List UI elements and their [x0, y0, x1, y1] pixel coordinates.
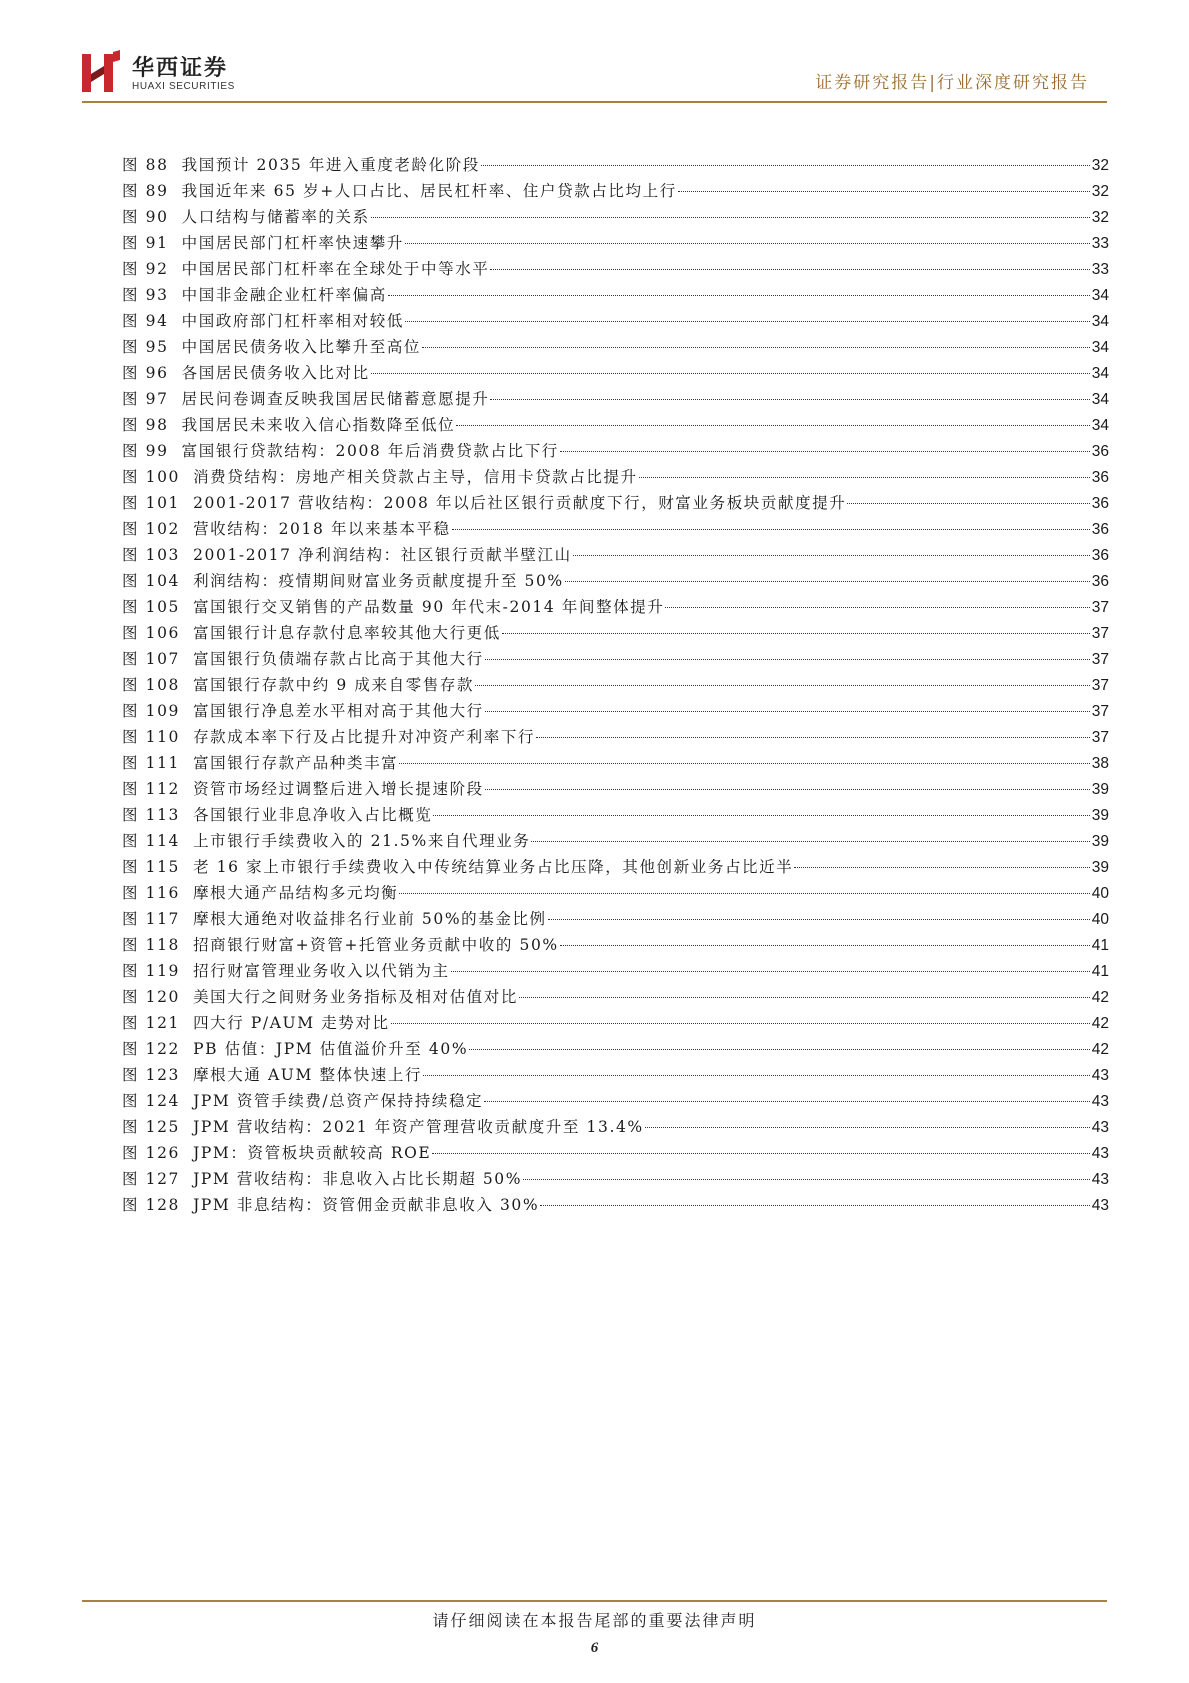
toc-entry[interactable] [122, 620, 1109, 646]
toc-figure-number: 图 103 [122, 546, 181, 564]
toc-page-number: 42 [1091, 1015, 1109, 1032]
toc-figure-title: 中国居民部门杠杆率在全球处于中等水平 [181, 260, 490, 278]
toc-page-number: 39 [1091, 833, 1109, 850]
toc-page-number: 36 [1091, 495, 1109, 512]
toc-figure-number: 图 105 [122, 598, 181, 616]
toc-figure-title: 富国银行存款中约 9 成来自零售存款 [193, 676, 475, 694]
toc-dot-leader [371, 373, 1090, 374]
toc-entry[interactable] [122, 1088, 1109, 1114]
toc-figure-title: 美国大行之间财务业务指标及相对估值对比 [193, 988, 518, 1006]
toc-figure-title: 四大行 P/AUM 走势对比 [193, 1014, 390, 1032]
toc-entry[interactable] [122, 412, 1109, 438]
toc-entry[interactable] [122, 178, 1109, 204]
toc-page-number: 34 [1091, 339, 1109, 356]
toc-figure-title: 利润结构：疫情期间财富业务贡献度提升至 50% [193, 572, 564, 590]
toc-dot-leader [565, 581, 1090, 582]
toc-figure-number: 图 128 [122, 1196, 181, 1214]
page-number: 6 [590, 1640, 599, 1656]
toc-figure-number: 图 107 [122, 650, 181, 668]
toc-figure-number: 图 122 [122, 1040, 181, 1058]
toc-dot-leader [639, 477, 1090, 478]
toc-page-number: 36 [1091, 573, 1109, 590]
toc-entry[interactable] [122, 282, 1109, 308]
toc-dot-leader [678, 191, 1090, 192]
toc-figure-title: 摩根大通产品结构多元均衡 [193, 884, 399, 902]
toc-entry[interactable] [122, 854, 1109, 880]
toc-entry[interactable] [122, 594, 1109, 620]
toc-dot-leader [405, 321, 1090, 322]
toc-figure-title: 我国居民未来收入信心指数降至低位 [181, 416, 456, 434]
header-divider [82, 101, 1107, 103]
toc-entry[interactable] [122, 230, 1109, 256]
toc-figure-number: 图 121 [122, 1014, 181, 1032]
toc-page-number: 36 [1091, 547, 1109, 564]
toc-dot-leader [388, 295, 1090, 296]
toc-figure-title: 营收结构：2018 年以来基本平稳 [193, 520, 451, 538]
toc-dot-leader [523, 1179, 1090, 1180]
toc-figure-number: 图 96 [122, 364, 169, 382]
toc-figure-title: 招商银行财富+资管+托管业务贡献中收的 50% [193, 936, 559, 954]
toc-dot-leader [405, 243, 1090, 244]
toc-figure-number: 图 113 [122, 806, 181, 824]
toc-figure-number: 图 92 [122, 260, 169, 278]
toc-page-number: 34 [1091, 365, 1109, 382]
toc-figure-number: 图 120 [122, 988, 181, 1006]
toc-dot-leader [469, 1049, 1090, 1050]
toc-dot-leader [485, 789, 1090, 790]
toc-dot-leader [423, 1075, 1090, 1076]
toc-page-number: 33 [1091, 235, 1109, 252]
toc-figure-number: 图 111 [122, 754, 181, 772]
toc-figure-number: 图 116 [122, 884, 181, 902]
brand-name-cn: 华西证券 [132, 56, 229, 81]
toc-page-number: 42 [1091, 1041, 1109, 1058]
toc-page-number: 43 [1091, 1067, 1109, 1084]
toc-figure-number: 图 97 [122, 390, 169, 408]
toc-dot-leader [490, 269, 1089, 270]
toc-figure-title: JPM 营收结构：非息收入占比长期超 50% [193, 1170, 523, 1188]
toc-figure-title: JPM 非息结构：资管佣金贡献非息收入 30% [193, 1196, 540, 1214]
toc-figure-number: 图 119 [122, 962, 181, 980]
toc-figure-title: 人口结构与储蓄率的关系 [181, 208, 370, 226]
toc-dot-leader [485, 659, 1090, 660]
toc-figure-number: 图 123 [122, 1066, 181, 1084]
toc-figure-number: 图 98 [122, 416, 169, 434]
toc-page-number: 37 [1091, 651, 1109, 668]
toc-figure-number: 图 100 [122, 468, 181, 486]
toc-entry[interactable] [122, 750, 1109, 776]
toc-figure-number: 图 99 [122, 442, 169, 460]
toc-entry[interactable] [122, 906, 1109, 932]
toc-page-number: 38 [1091, 755, 1109, 772]
toc-entry[interactable] [122, 880, 1109, 906]
toc-entry[interactable] [122, 334, 1109, 360]
toc-dot-leader [645, 1127, 1090, 1128]
toc-entry[interactable] [122, 932, 1109, 958]
toc-page-number: 34 [1091, 287, 1109, 304]
toc-dot-leader [490, 399, 1089, 400]
toc-page-number: 42 [1091, 989, 1109, 1006]
toc-figure-title: 存款成本率下行及占比提升对冲资产利率下行 [193, 728, 536, 746]
huaxi-logo-icon [82, 50, 122, 94]
toc-figure-title: 2001-2017 净利润结构：社区银行贡献半壁江山 [193, 546, 572, 564]
toc-figure-number: 图 95 [122, 338, 169, 356]
toc-figure-title: 中国政府部门杠杆率相对较低 [181, 312, 404, 330]
toc-page-number: 39 [1091, 807, 1109, 824]
toc-page-number: 43 [1091, 1197, 1109, 1214]
toc-entry[interactable] [122, 490, 1109, 516]
toc-figure-title: 上市银行手续费收入的 21.5%来自代理业务 [193, 832, 531, 850]
footer-divider [82, 1600, 1107, 1602]
toc-entry[interactable] [122, 1192, 1109, 1218]
toc-figure-number: 图 93 [122, 286, 169, 304]
toc-figure-number: 图 118 [122, 936, 181, 954]
toc-page-number: 36 [1091, 521, 1109, 538]
toc-figure-number: 图 127 [122, 1170, 181, 1188]
toc-page-number: 37 [1091, 599, 1109, 616]
toc-figure-title: 富国银行交叉销售的产品数量 90 年代末-2014 年间整体提升 [193, 598, 665, 616]
toc-figure-title: 我国预计 2035 年进入重度老龄化阶段 [181, 156, 480, 174]
toc-page-number: 34 [1091, 417, 1109, 434]
toc-page-number: 43 [1091, 1145, 1109, 1162]
page-header [0, 0, 1189, 110]
toc-page-number: 39 [1091, 859, 1109, 876]
toc-entry[interactable] [122, 438, 1109, 464]
toc-page-number: 32 [1091, 209, 1109, 226]
toc-figure-title: 摩根大通绝对收益排名行业前 50%的基金比例 [193, 910, 547, 928]
toc-figure-title: 富国银行净息差水平相对高于其他大行 [193, 702, 484, 720]
toc-figure-number: 图 102 [122, 520, 181, 538]
toc-entry[interactable] [122, 360, 1109, 386]
toc-entry[interactable] [122, 646, 1109, 672]
toc-page-number: 43 [1091, 1093, 1109, 1110]
toc-dot-leader [475, 685, 1090, 686]
legal-notice: 请仔细阅读在本报告尾部的重要法律声明 [432, 1611, 757, 1630]
toc-dot-leader [371, 217, 1090, 218]
toc-dot-leader [540, 1205, 1090, 1206]
toc-dot-leader [519, 997, 1090, 998]
toc-page-number: 37 [1091, 625, 1109, 642]
toc-page-number: 32 [1091, 157, 1109, 174]
toc-figure-number: 图 106 [122, 624, 181, 642]
toc-page-number: 37 [1091, 729, 1109, 746]
toc-figure-number: 图 104 [122, 572, 181, 590]
toc-figure-number: 图 125 [122, 1118, 181, 1136]
toc-dot-leader [422, 347, 1090, 348]
toc-entry[interactable] [122, 984, 1109, 1010]
toc-entry[interactable] [122, 828, 1109, 854]
toc-page-number: 37 [1091, 677, 1109, 694]
toc-entry[interactable] [122, 776, 1109, 802]
toc-figure-title: JPM 资管手续费/总资产保持持续稳定 [193, 1092, 484, 1110]
toc-figure-title: 富国银行负债端存款占比高于其他大行 [193, 650, 484, 668]
toc-page-number: 40 [1091, 885, 1109, 902]
toc-entry[interactable] [122, 1166, 1109, 1192]
toc-figure-number: 图 89 [122, 182, 169, 200]
toc-entry[interactable] [122, 464, 1109, 490]
toc-entry[interactable] [122, 152, 1109, 178]
toc-figure-title: 资管市场经过调整后进入增长提速阶段 [193, 780, 484, 798]
toc-figure-title: 2001-2017 营收结构：2008 年以后社区银行贡献度下行，财富业务板块贡献度提升 [193, 494, 847, 512]
toc-figure-number: 图 101 [122, 494, 181, 512]
toc-dot-leader [531, 841, 1089, 842]
toc-dot-leader [665, 607, 1089, 608]
toc-dot-leader [560, 451, 1090, 452]
toc-entry[interactable] [122, 1114, 1109, 1140]
toc-figure-number: 图 117 [122, 910, 181, 928]
toc-figure-title: 老 16 家上市银行手续费收入中传统结算业务占比压降，其他创新业务占比近半 [193, 858, 794, 876]
toc-entry[interactable] [122, 542, 1109, 568]
toc-dot-leader [481, 165, 1090, 166]
toc-figure-title: 富国银行计息存款付息率较其他大行更低 [193, 624, 501, 642]
toc-figure-title: 各国银行业非息净收入占比概览 [193, 806, 433, 824]
toc-entry[interactable] [122, 256, 1109, 282]
toc-entry[interactable] [122, 1062, 1109, 1088]
toc-entry[interactable] [122, 698, 1109, 724]
toc-figure-number: 图 91 [122, 234, 169, 252]
toc-entry[interactable] [122, 516, 1109, 542]
toc-figure-number: 图 126 [122, 1144, 181, 1162]
toc-dot-leader [484, 1101, 1090, 1102]
toc-figure-title: JPM 营收结构：2021 年资产管理营收贡献度升至 13.4% [193, 1118, 644, 1136]
toc-dot-leader [560, 945, 1090, 946]
toc-figure-title: 中国非金融企业杠杆率偏高 [181, 286, 387, 304]
huaxi-logo [82, 50, 242, 100]
toc-entry[interactable] [122, 802, 1109, 828]
toc-figure-title: 居民问卷调查反映我国居民储蓄意愿提升 [181, 390, 490, 408]
toc-figure-number: 图 108 [122, 676, 181, 694]
toc-figure-number: 图 112 [122, 780, 181, 798]
toc-figure-number: 图 109 [122, 702, 181, 720]
toc-figure-number: 图 94 [122, 312, 169, 330]
toc-dot-leader [451, 971, 1090, 972]
toc-dot-leader [391, 1023, 1090, 1024]
toc-dot-leader [502, 633, 1090, 634]
toc-figure-title: 中国居民部门杠杆率快速攀升 [181, 234, 404, 252]
toc-entry[interactable] [122, 386, 1109, 412]
toc-page-number: 34 [1091, 391, 1109, 408]
toc-figure-title: 消费贷结构：房地产相关贷款占主导，信用卡贷款占比提升 [193, 468, 638, 486]
toc-page-number: 32 [1091, 183, 1109, 200]
toc-figure-title: 摩根大通 AUM 整体快速上行 [193, 1066, 423, 1084]
toc-figure-number: 图 115 [122, 858, 181, 876]
report-type: 证券研究报告|行业深度研究报告 [815, 73, 1089, 93]
toc-entry[interactable] [122, 724, 1109, 750]
toc-figure-title: JPM：资管板块贡献较高 ROE [193, 1144, 432, 1162]
toc-entry[interactable] [122, 672, 1109, 698]
toc-figure-title: 各国居民债务收入比对比 [181, 364, 370, 382]
toc-entry[interactable] [122, 204, 1109, 230]
toc-page-number: 43 [1091, 1171, 1109, 1188]
toc-page-number: 34 [1091, 313, 1109, 330]
toc-dot-leader [452, 529, 1090, 530]
toc-entry[interactable] [122, 308, 1109, 334]
toc-entry[interactable] [122, 1140, 1109, 1166]
toc-figure-number: 图 124 [122, 1092, 181, 1110]
toc-dot-leader [399, 763, 1089, 764]
toc-figure-title: 富国银行存款产品种类丰富 [193, 754, 399, 772]
toc-figure-title: 富国银行贷款结构：2008 年后消费贷款占比下行 [181, 442, 559, 460]
toc-dot-leader [432, 1153, 1089, 1154]
toc-dot-leader [573, 555, 1090, 556]
toc-dot-leader [456, 425, 1090, 426]
toc-page-number: 40 [1091, 911, 1109, 928]
toc-figure-title: 中国居民债务收入比攀升至高位 [181, 338, 422, 356]
toc-figure-number: 图 114 [122, 832, 181, 850]
brand-name-en: HUAXI SECURITIES [132, 81, 235, 92]
toc-dot-leader [794, 867, 1089, 868]
toc-page-number: 36 [1091, 443, 1109, 460]
toc-figure-title: PB 估值：JPM 估值溢价升至 40% [193, 1040, 469, 1058]
toc-page-number: 41 [1091, 963, 1109, 980]
toc-dot-leader [399, 893, 1089, 894]
toc-entry[interactable] [122, 1010, 1109, 1036]
toc-page-number: 37 [1091, 703, 1109, 720]
toc-dot-leader [548, 919, 1090, 920]
toc-entry[interactable] [122, 1036, 1109, 1062]
toc-dot-leader [433, 815, 1089, 816]
toc-figure-number: 图 88 [122, 156, 169, 174]
toc-page-number: 33 [1091, 261, 1109, 278]
toc-figure-number: 图 90 [122, 208, 169, 226]
toc-figure-number: 图 110 [122, 728, 181, 746]
toc-page-number: 41 [1091, 937, 1109, 954]
toc-dot-leader [536, 737, 1090, 738]
toc-page-number: 36 [1091, 469, 1109, 486]
toc-page-number: 39 [1091, 781, 1109, 798]
toc-figure-title: 我国近年来 65 岁+人口占比、居民杠杆率、住户贷款占比均上行 [181, 182, 677, 200]
toc-dot-leader [847, 503, 1089, 504]
toc-entry[interactable] [122, 568, 1109, 594]
toc-page-number: 43 [1091, 1119, 1109, 1136]
toc-entry[interactable] [122, 958, 1109, 984]
toc-figure-title: 招行财富管理业务收入以代销为主 [193, 962, 450, 980]
toc-dot-leader [485, 711, 1090, 712]
figure-index [122, 152, 1109, 1218]
